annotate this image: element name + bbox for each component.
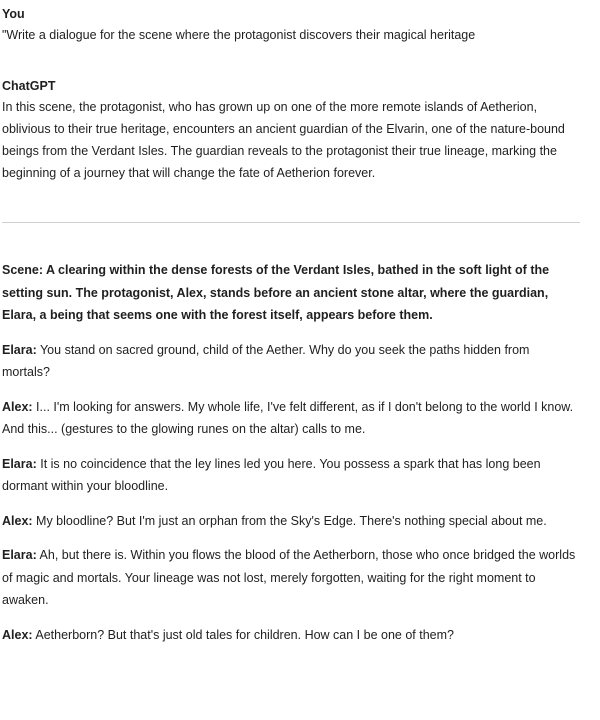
dialogue-text: Ah, but there is. Within you flows the blood of the Aetherborn, those who once bridged the worlds of magic and mortals. Your lineage was not lost, merely forgotten, waiting for the right moment to awaken.	[2, 548, 576, 607]
assistant-message	[2, 76, 598, 184]
assistant-intro-text[interactable]: In this scene, the protagonist, who has grown up on one of the more remote islands of Aetherion, oblivious to their true heritage, encounters an ancient guardian of the Elvarin, one of the nature-bound beings from the Verdant Isles. The guardian reveals to the protagonist their true lineage, marking the beginning of a journey that will change the fate of Aetherion forever.	[2, 100, 565, 180]
dialogue-line[interactable]	[2, 396, 580, 441]
dialogue-text: My bloodline? But I'm just an orphan from the Sky's Edge. There's nothing special about me.	[32, 513, 547, 528]
dialogue-line[interactable]	[2, 624, 580, 647]
dialogue-text: Aetherborn? But that's just old tales for children. How can I be one of them?	[32, 627, 454, 642]
dialogue-text: It is no coincidence that the ley lines led you here. You possess a spark that has long been dormant within your bloodline.	[2, 456, 541, 493]
dialogue-text: You stand on sacred ground, child of the Aether. Why do you seek the paths hidden from mortals?	[2, 342, 530, 379]
dialogue-line[interactable]	[2, 510, 580, 533]
user-author-label: You	[2, 7, 25, 21]
speaker-name: Elara:	[2, 548, 37, 562]
speaker-name: Alex:	[2, 513, 33, 528]
dialogue-line[interactable]	[2, 453, 580, 498]
scene-description[interactable]: Scene: A clearing within the dense forests of the Verdant Isles, bathed in the soft light of the setting sun. The protagonist, Alex, stands before an ancient stone altar, where the guardian, Elara, a being that seems one with the forest itself, appears before them.	[2, 263, 550, 322]
dialogue-list	[2, 339, 598, 647]
user-message	[2, 4, 598, 46]
assistant-author-label: ChatGPT	[2, 79, 56, 93]
dialogue-text: I... I'm looking for answers. My whole life, I've felt different, as if I don't belong to the world I know. And this... (gestures to the glowing runes on the altar) calls to me.	[2, 399, 574, 436]
speaker-name: Elara:	[2, 342, 37, 357]
dialogue-line[interactable]	[2, 544, 580, 612]
speaker-name: Alex:	[2, 627, 33, 642]
user-message-text[interactable]: "Write a dialogue for the scene where the protagonist discovers their magical heritage	[2, 28, 476, 42]
section-divider	[2, 222, 580, 223]
speaker-name: Elara:	[2, 456, 37, 471]
dialogue-line[interactable]	[2, 339, 580, 384]
speaker-name: Alex:	[2, 399, 33, 414]
